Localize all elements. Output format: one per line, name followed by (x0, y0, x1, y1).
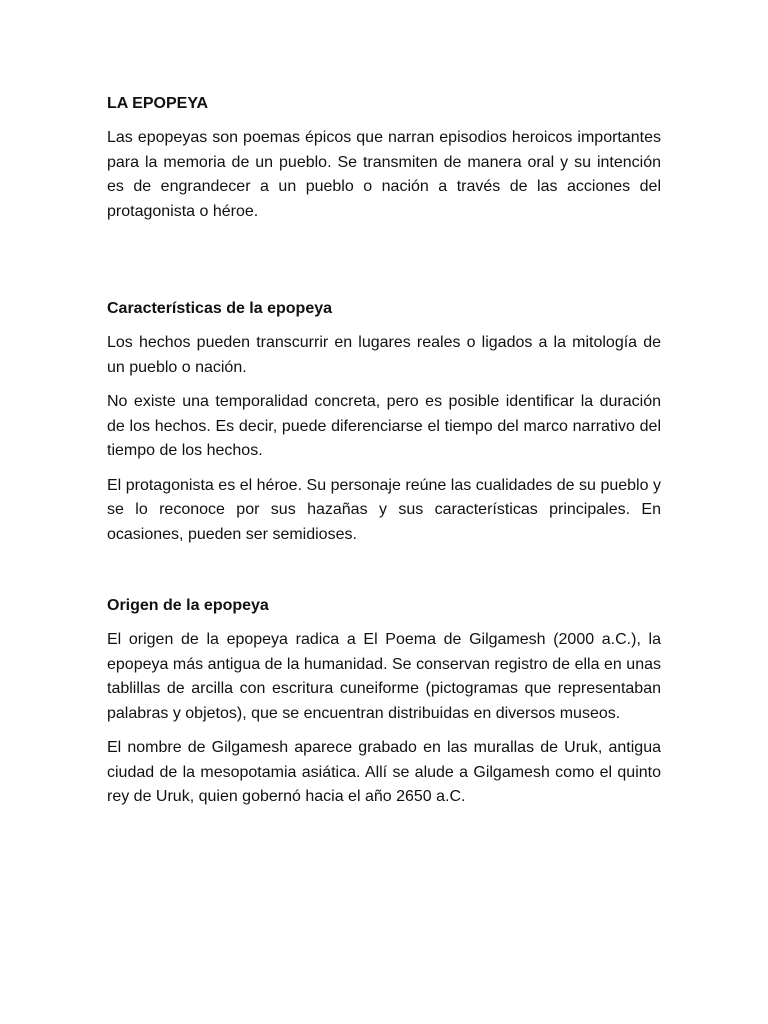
section-heading: Origen de la epopeya (107, 597, 269, 614)
section-caracteristicas (107, 297, 661, 547)
spacer (107, 557, 661, 594)
paragraph: Las epopeyas son poemas épicos que narran episodios heroicos importantes para la memoria de un pueblo. Se transmiten de manera oral y su intención es de engrandecer a un pueblo o nación a través de las acciones del protagonista o héroe. (107, 129, 661, 220)
spacer (107, 234, 661, 297)
section-la-epopeya (107, 92, 661, 224)
document-page (107, 92, 661, 820)
section-heading: LA EPOPEYA (107, 95, 209, 112)
paragraph: El origen de la epopeya radica a El Poema de Gilgamesh (2000 a.C.), la epopeya más antigua de la humanidad. Se conservan registro de ella en unas tablillas de arcilla con escritura cuneiforme (pictogramas que representaban palabras y objetos), que se encuentran distribuidas en diversos museos. (107, 631, 661, 722)
paragraph: El protagonista es el héroe. Su personaje reúne las cualidades de su pueblo y se lo reconoce por sus hazañas y sus características principales. En ocasiones, pueden ser semidioses. (107, 476, 661, 543)
section-heading: Características de la epopeya (107, 300, 333, 317)
section-origen (107, 594, 661, 810)
paragraph: El nombre de Gilgamesh aparece grabado en las murallas de Uruk, antigua ciudad de la mesopotamia asiática. Allí se alude a Gilgamesh como el quinto rey de Uruk, quien gobernó hacia el año 2650 a.C. (107, 739, 661, 805)
paragraph: No existe una temporalidad concreta, pero es posible identificar la duración de los hechos. Es decir, puede diferenciarse el tiempo del marco narrativo del tiempo de los hechos. (107, 393, 661, 459)
paragraph: Los hechos pueden transcurrir en lugares reales o ligados a la mitología de un pueblo o nación. (107, 334, 661, 376)
